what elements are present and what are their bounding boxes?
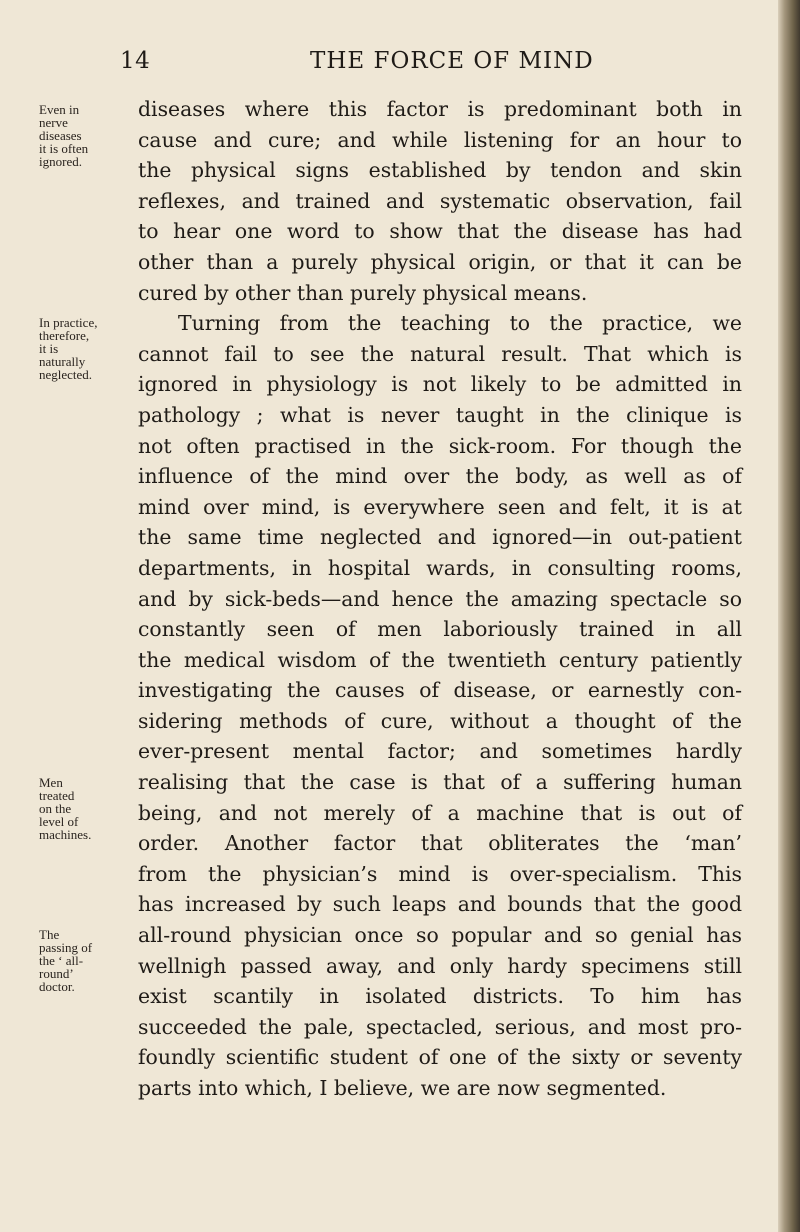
running-title: THE FORCE OF MIND	[310, 48, 594, 74]
text-line: cannot fail to see the natural result. That which is	[138, 341, 742, 366]
text-line: other than a purely physical origin, or that it can be	[138, 249, 742, 274]
text-line: diseases where this factor is predominant both in	[138, 97, 742, 121]
text-line: ignored in physiology is not likely to be admitted in	[138, 372, 742, 397]
margin-note-line: it is often	[39, 141, 89, 156]
margin-note-line: naturally	[39, 354, 86, 369]
margin-note-all-round-doctor	[39, 928, 123, 993]
body-text	[138, 94, 742, 1104]
text-line: pathology ; what is never taught in the clinique is	[138, 402, 742, 427]
margin-note-line: In practice,	[39, 315, 98, 330]
margin-note-line: The	[39, 927, 60, 942]
margin-note-line: the ‘ all-	[39, 953, 84, 968]
text-line: reflexes, and trained and systematic observation, fail	[138, 188, 742, 213]
text-line: succeeded the pale, spectacled, serious, and most pro-	[138, 1014, 742, 1039]
text-line: cause and cure; and while listening for an hour to	[138, 127, 742, 152]
text-line: all-round physician once so popular and so genial has	[138, 923, 742, 948]
text-line: exist scantily in isolated districts. To him has	[138, 984, 742, 1009]
margin-note-line: neglected.	[39, 367, 93, 382]
margin-note-line: level of	[39, 814, 79, 829]
text-line: and by sick-beds—and hence the amazing spectacle so	[138, 586, 742, 611]
margin-note-line: round’	[39, 966, 74, 981]
text-line: the same time neglected and ignored—in out-patient	[138, 525, 742, 550]
text-line: Turning from the teaching to the practice, we	[178, 311, 742, 336]
page-edge-shadow	[778, 0, 800, 1232]
text-line: investigating the causes of disease, or earnestly con-	[138, 678, 742, 703]
text-line: mind over mind, is everywhere seen and felt, it is at	[138, 494, 742, 519]
margin-note-line: Men	[39, 775, 63, 790]
text-line: order. Another factor that obliterates the ‘man’	[138, 831, 742, 856]
text-line: foundly scientific student of one of the sixty or seventy	[138, 1045, 742, 1070]
margin-note-line: nerve	[39, 115, 68, 130]
margin-note-line: ignored.	[39, 154, 82, 169]
margin-note-line: Even in	[39, 102, 80, 117]
text-line: wellnigh passed away, and only hardy specimens still	[138, 953, 742, 978]
text-line: constantly seen of men laboriously trained in all	[138, 617, 742, 642]
text-line: parts into which, I believe, we are now segmented.	[138, 1076, 667, 1100]
page-header	[0, 44, 800, 78]
text-line: realising that the case is that of a suffering human	[138, 770, 742, 795]
text-line: ever-present mental factor; and sometimes hardly	[138, 739, 742, 764]
text-line: influence of the mind over the body, as well as of	[138, 464, 742, 489]
page-number: 14	[120, 48, 151, 74]
margin-note-line: machines.	[39, 827, 92, 842]
margin-note-line: therefore,	[39, 328, 90, 343]
text-line: not often practised in the sick-room. For though the	[138, 433, 742, 458]
text-line: cured by other than purely physical means.	[138, 280, 588, 305]
text-line: sidering methods of cure, without a thought of the	[138, 708, 742, 733]
margin-note-practice	[39, 316, 123, 381]
text-line: has increased by such leaps and bounds that the good	[138, 892, 742, 917]
text-line: from the physician’s mind is over-specialism. This	[138, 861, 742, 886]
margin-note-line: doctor.	[39, 979, 75, 994]
text-line: to hear one word to show that the disease has had	[138, 219, 742, 244]
margin-note-machines	[39, 776, 123, 841]
margin-note-line: treated	[39, 788, 75, 803]
margin-note-line: passing of	[39, 940, 93, 955]
text-line: being, and not merely of a machine that is out of	[138, 800, 742, 825]
margin-note-line: on the	[39, 801, 72, 816]
margin-note-nerve-diseases	[39, 103, 123, 168]
margin-note-line: it is	[39, 341, 59, 356]
text-line: departments, in hospital wards, in consulting rooms,	[138, 555, 742, 580]
text-line: the medical wisdom of the twentieth century patiently	[138, 647, 742, 672]
margin-note-line: diseases	[39, 128, 82, 143]
text-line: the physical signs established by tendon and skin	[138, 158, 742, 183]
